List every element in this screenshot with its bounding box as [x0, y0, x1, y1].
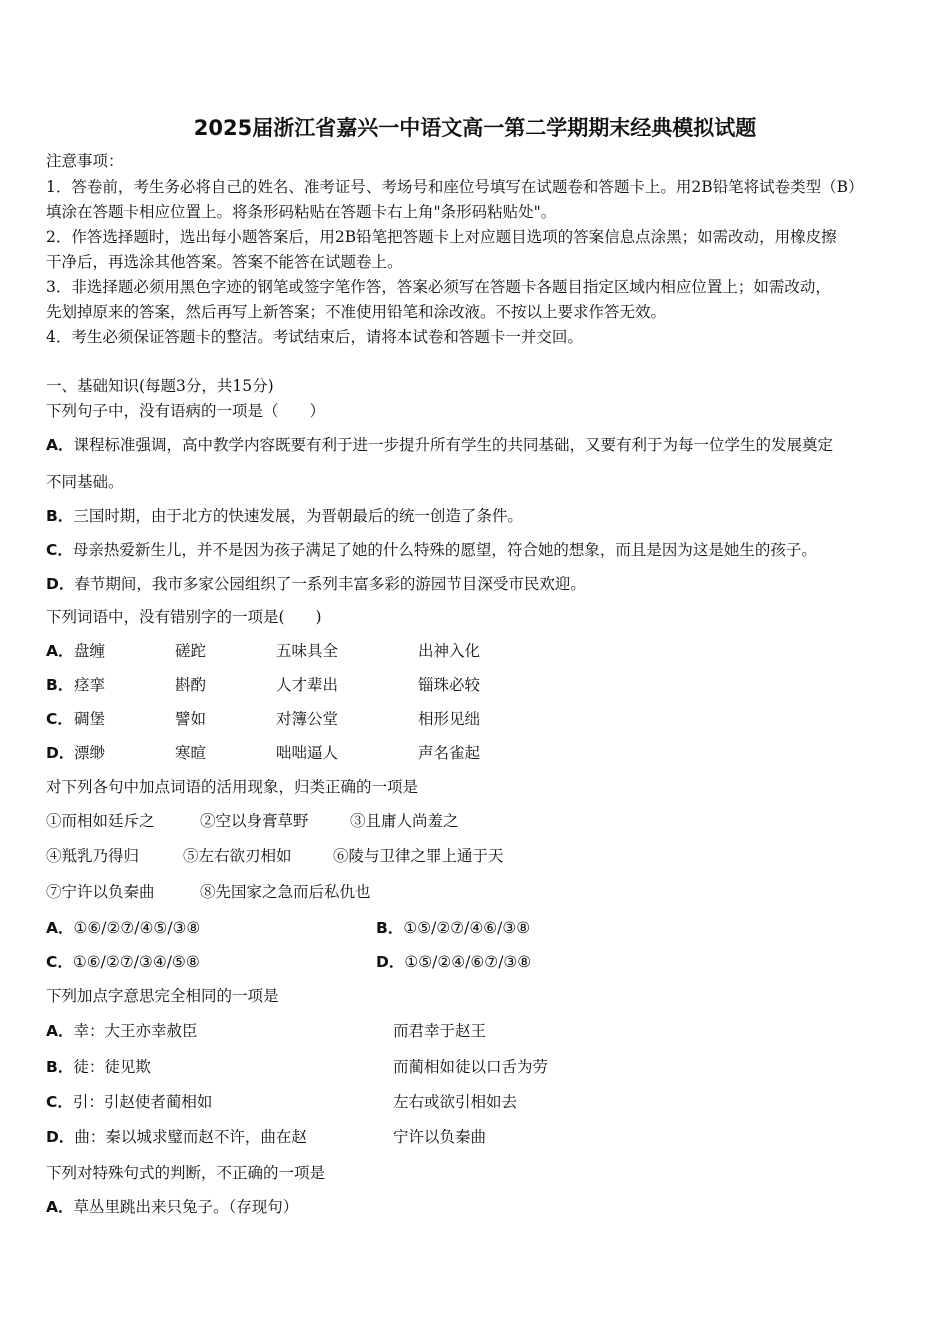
- q3-option-a: [46, 918, 200, 938]
- q4-option-d-pair: 宁许以负秦曲: [393, 1128, 487, 1146]
- q5-option-a: [46, 1197, 298, 1217]
- q1-option-a: [46, 435, 833, 455]
- notice-line: 先划掉原来的答案，然后再写上新答案；不准使用铅笔和涂改液。不按以上要求作答无效。: [46, 303, 667, 321]
- q1-option-a-cont: 不同基础。: [46, 473, 124, 491]
- option-label: C．: [46, 541, 73, 559]
- option-label: A．: [46, 642, 74, 660]
- sentence-item: ①而相如廷斥之: [46, 812, 155, 830]
- word: 盘缠: [74, 642, 106, 660]
- word: 碉堡: [74, 710, 106, 728]
- q1-option-c: [46, 540, 817, 560]
- word: 出神入化: [418, 642, 481, 660]
- word: 对簿公堂: [276, 710, 339, 728]
- word: 声名雀起: [418, 744, 481, 762]
- option-text: 三国时期，由于北方的快速发展，为晋朝最后的统一创造了条件。: [73, 507, 523, 525]
- page-title: 2025届浙江省嘉兴一中语文高一第二学期期末经典模拟试题: [193, 116, 757, 140]
- q4-stem: 下列加点字意思完全相同的一项是: [46, 987, 279, 1005]
- notice-line: 1．答卷前，考生务必将自己的姓名、准考证号、考场号和座位号填写在试题卷和答题卡上。用2B铅笔将试卷类型（B）: [46, 178, 864, 196]
- option-label: A．: [46, 1022, 74, 1040]
- option-label: D．: [46, 1128, 75, 1146]
- option-text: 课程标准强调，高中教学内容既要有利于进一步提升所有学生的共同基础，又要有利于为每一位学生的发展奠定: [73, 436, 834, 454]
- sentence-item: ⑦宁许以负秦曲: [46, 883, 155, 901]
- option-text: ①⑥/②⑦/③④/⑤⑧: [72, 953, 200, 971]
- option-label: A．: [46, 1198, 74, 1216]
- option-text: 徒：徒见欺: [73, 1058, 151, 1076]
- word: 斟酌: [175, 676, 207, 694]
- sentence-item: ⑧先国家之急而后私仇也: [200, 883, 371, 901]
- q4-option-d: [46, 1127, 307, 1147]
- option-label: D．: [376, 953, 405, 971]
- option-text: 母亲热爱新生儿，并不是因为孩子满足了她的什么特殊的愿望，符合她的想象，而且是因为这是她生的孩子。: [72, 541, 817, 559]
- option-label: D．: [46, 744, 75, 762]
- notice-line: 4．考生必须保证答题卡的整洁。考试结束后，请将本试卷和答题卡一并交回。: [46, 328, 583, 346]
- sentence-item: ⑥陵与卫律之罪上通于天: [333, 847, 504, 865]
- word: 寒暄: [175, 744, 207, 762]
- q5-stem: 下列对特殊句式的判断，不正确的一项是: [46, 1164, 326, 1182]
- sentence-item: ⑤左右欲刃相如: [183, 847, 292, 865]
- option-label: B．: [46, 507, 74, 525]
- notice-line: 3．非选择题必须用黑色字迹的钢笔或签字笔作答，答案必须写在答题卡各题目指定区域内相应位置上；如需改动，: [46, 278, 831, 296]
- option-text: ①⑤/②④/⑥⑦/③⑧: [404, 953, 532, 971]
- word: 漂缈: [74, 744, 106, 762]
- notice-line: 干净后，再选涂其他答案。答案不能答在试题卷上。: [46, 253, 403, 271]
- option-label: C．: [46, 710, 73, 728]
- word: 痉挛: [74, 676, 106, 694]
- q4-option-b-pair: 而蔺相如徒以口舌为劳: [393, 1058, 549, 1076]
- notice-heading: 注意事项：: [46, 152, 124, 170]
- q1-option-b: [46, 506, 523, 526]
- option-label: A．: [46, 919, 74, 937]
- q1-option-d: [46, 574, 586, 594]
- word: 譬如: [175, 710, 207, 728]
- option-label: B．: [46, 676, 74, 694]
- q4-option-a-pair: 而君幸于赵王: [393, 1022, 487, 1040]
- option-label: B．: [376, 919, 404, 937]
- q2-stem: 下列词语中，没有错别字的一项是( ): [46, 608, 322, 626]
- option-text: 草丛里跳出来只兔子。（存现句）: [73, 1198, 299, 1216]
- word: 五味具全: [276, 642, 339, 660]
- q3-option-b: [376, 918, 530, 938]
- q3-option-d: [376, 952, 531, 972]
- option-label: B．: [46, 1058, 74, 1076]
- option-label: C．: [46, 953, 73, 971]
- notice-line: 填涂在答题卡相应位置上。将条形码粘贴在答题卡右上角"条形码粘贴处"。: [46, 203, 557, 221]
- option-text: 幸：大王亦幸赦臣: [73, 1022, 198, 1040]
- q4-option-a: [46, 1021, 198, 1041]
- q4-option-c: [46, 1092, 212, 1112]
- word: 磋跎: [175, 642, 207, 660]
- notice-line: 2．作答选择题时，选出每小题答案后，用2B铅笔把答题卡上对应题目选项的答案信息点涂黑；如需改动，用橡皮擦: [46, 228, 837, 246]
- option-text: 春节期间，我市多家公园组织了一系列丰富多彩的游园节目深受市民欢迎。: [74, 575, 586, 593]
- option-text: ①⑤/②⑦/④⑥/③⑧: [403, 919, 531, 937]
- word: 锱珠必较: [418, 676, 481, 694]
- option-label: A．: [46, 436, 74, 454]
- option-label: D．: [46, 575, 75, 593]
- sentence-item: ②空以身膏草野: [200, 812, 309, 830]
- option-label: C．: [46, 1093, 73, 1111]
- option-text: 曲：秦以城求璧而赵不许，曲在赵: [74, 1128, 307, 1146]
- sentence-item: ④羝乳乃得归: [46, 847, 140, 865]
- q3-option-c: [46, 952, 200, 972]
- q4-option-b: [46, 1057, 151, 1077]
- word: 咄咄逼人: [276, 744, 339, 762]
- sentence-item: ③且庸人尚羞之: [350, 812, 459, 830]
- q1-stem: 下列句子中，没有语病的一项是（ ）: [46, 402, 326, 420]
- section-heading: 一、基础知识(每题3分，共15分): [46, 377, 274, 395]
- word: 人才辈出: [276, 676, 339, 694]
- option-text: ①⑥/②⑦/④⑤/③⑧: [73, 919, 201, 937]
- q4-option-c-pair: 左右或欲引相如去: [393, 1093, 518, 1111]
- option-text: 引：引赵使者蔺相如: [72, 1093, 213, 1111]
- q3-stem: 对下列各句中加点词语的活用现象，归类正确的一项是: [46, 778, 419, 796]
- word: 相形见绌: [418, 710, 481, 728]
